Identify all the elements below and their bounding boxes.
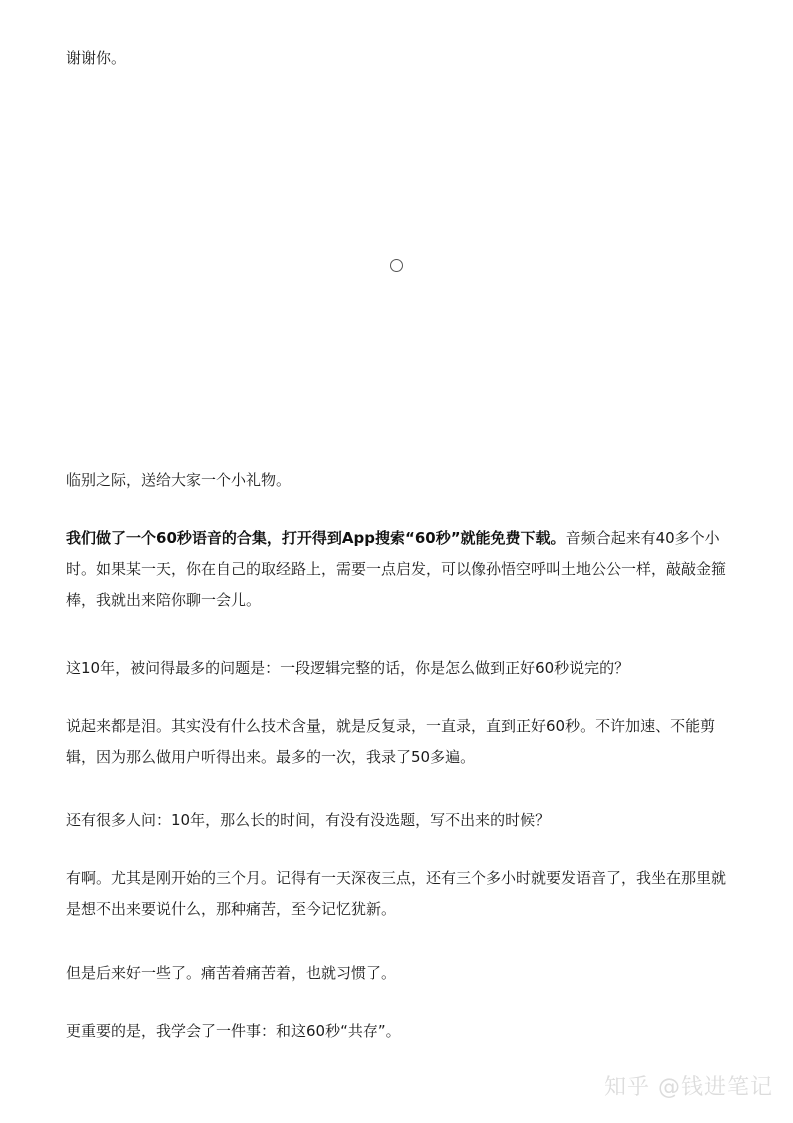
paragraph-thanks: 谢谢你。	[66, 49, 127, 67]
paragraph-gift-rest: 音频合起来有40多个小时。如果某一天，你在自己的取经路上，需要一点启发，可以像孙悟空呼叫土地公公一样，敲敲金箍棒，我就出来陪你聊一会儿。	[66, 529, 727, 609]
paragraph-answer: 说起来都是泪。其实没有什么技术含量，就是反复录，一直录，直到正好60秒。不许加速、不能剪辑，因为那么做用户听得出来。最多的一次，我录了50多遍。	[66, 717, 716, 766]
paragraph-answer-2: 有啊。尤其是刚开始的三个月。记得有一天深夜三点，还有三个多小时就要发语音了，我坐在那里就是想不出来要说什么，那种痛苦，至今记忆犹新。	[66, 869, 727, 918]
paragraph-question: 这10年，被问得最多的问题是：一段逻辑完整的话，你是怎么做到正好60秒说完的？	[66, 659, 630, 677]
paragraph-gift-bold: 我们做了一个60秒语音的合集，打开得到App搜索“60秒”就能免费下载。	[66, 529, 566, 547]
paragraph-question-2: 还有很多人问：10年，那么长的时间，有没有没选题，写不出来的时候？	[66, 811, 551, 829]
paragraph-gift	[66, 523, 731, 616]
paragraph-farewell: 临别之际，送给大家一个小礼物。	[66, 471, 292, 489]
paragraph-later: 但是后来好一些了。痛苦着痛苦着，也就习惯了。	[66, 964, 397, 982]
zhihu-watermark: 知乎 @钱进笔记	[604, 1075, 773, 1100]
paragraph-coexist: 更重要的是，我学会了一件事：和这60秒“共存”。	[66, 1022, 401, 1040]
loading-spinner-icon	[390, 259, 403, 272]
